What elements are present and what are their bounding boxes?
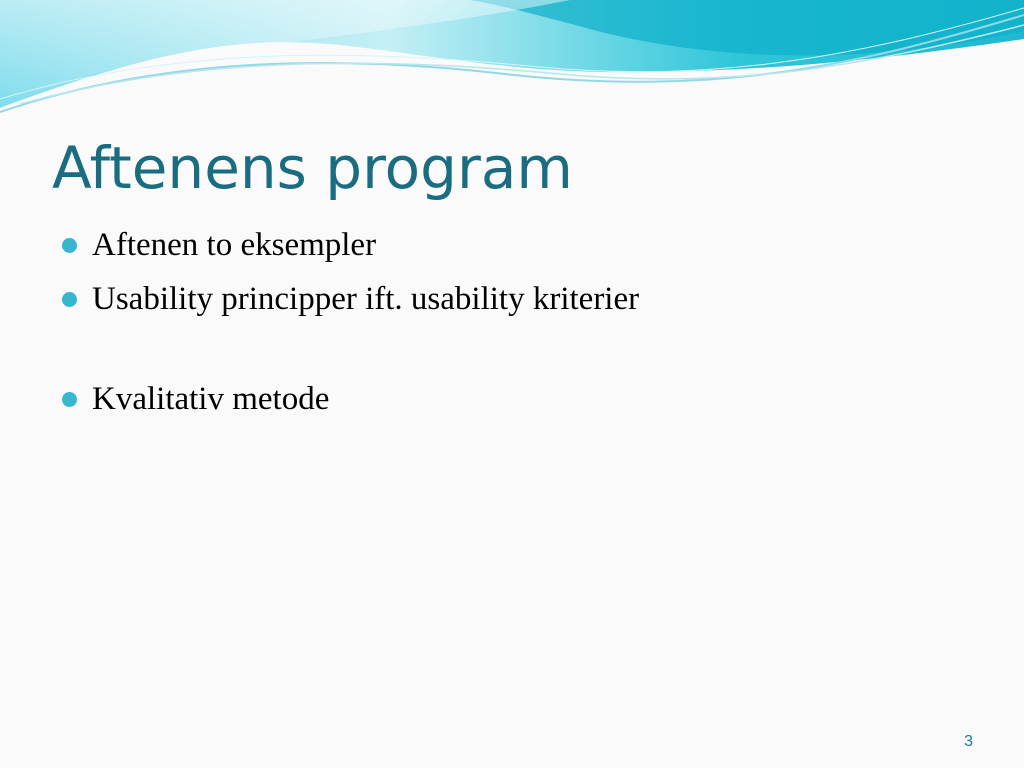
bullet-item (62, 222, 982, 268)
bullet-text: Usability principper ift. usability kriterier (92, 281, 640, 317)
bullet-list (62, 222, 982, 430)
bullet-dot-icon (62, 292, 77, 307)
bullet-text: Kvalitativ metode (92, 381, 330, 417)
slide-title: Aftenens program (52, 134, 573, 202)
bullet-dot-icon (62, 392, 77, 407)
decorative-header-wave (0, 0, 1024, 120)
bullet-text: Aftenen to eksempler (92, 227, 377, 263)
bullet-item (62, 376, 982, 422)
bullet-dot-icon (62, 238, 77, 253)
bullet-item (62, 276, 982, 322)
slide-number: 3 (964, 733, 973, 750)
